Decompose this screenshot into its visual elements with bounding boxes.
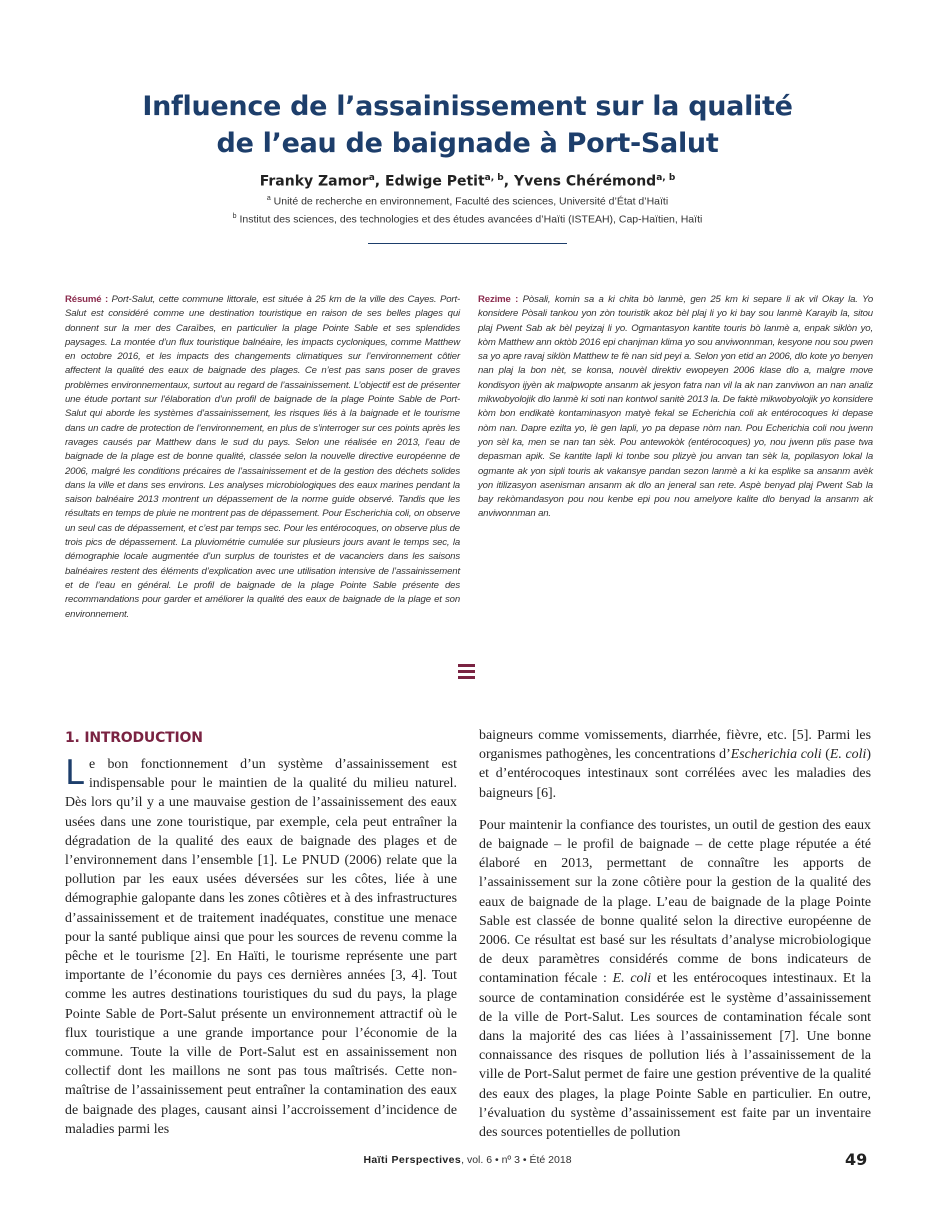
affiliation-mark: a xyxy=(266,195,271,202)
section-heading: 1. INTRODUCTION xyxy=(65,730,203,746)
abstract-text: Port-Salut, cette commune littorale, est située à 25 km de la ville des Cayes. Port-Salut est considéré comme une destination touristique en raison de ses belles plages qui donnent sur la mer des Caraïbes, en particulier la plage Pointe Sable et ses splendides paysages. La montée d’un flux touristique balnéaire, les impacts cycloniques, comme Matthew en octobre 2016, et les impacts des changements climatiques sur l’environnement côtier affectent la qualité des eaux de baignade des plages. Ce n’est pas sans poser de graves problèmes environnementaux, surtout au regard de l’assainissement. L’objectif est de présenter une étude portant sur l’élaboration d’un profil de baignade de la plage Pointe Sable de Port-Salut qui aborde les systèmes d’assainissement, les risques liés à la baignade et le tourisme dans un cadre de protection de l’environnement, en plus de s’interroger sur ces points après les ravages causés par Matthew dans le sud du pays. Selon une réalisée en 2013, l’eau de baignade de la plage est de bonne qualité, classée selon la nouvelle directive européenne de 2006, malgré les conditions précaires de l’assainissement et de la gestion des déchets solides dans la ville et dans ses environs. Les analyses microbiologiques des eaux marines pendant la saison balnéaire 2013 montrent un dépassement de la norme guide observé. Tandis que les résultats en temps de pluie ne montrent pas de dépassement. Pour Escherichia coli, on observe un seul cas de dépassement, et c’est par temps sec. Pour les entérocoques, on observe plus de trois pics de dépassement. La pluviométrie cumulée sur plusieurs jours avant le temps sec, la démographie locale augmentée d’un surplus de touristes et de vacanciers dans les saisons balnéaires restent des éléments d’explication avec une utilisation intensive de l’assainissement et de l’eau en général. Le profil de baignade de la plage Pointe Sable présente des recommandations pour garder et améliorer la qualité des eaux de baignade de la plage et son environnement. xyxy=(65,294,461,620)
paragraph-text: Pour maintenir la confiance des touristes, un outil de gestion des eaux de baignade – le profil de baignade – de cette plage réputée a été élaboré en 2013, permettant de connaître les apports de l’assainissement sur la zone côtière pour la gestion de la qualité des eaux de baignade de la plage. L’eau de baignade de la plage Pointe Sable est classée de bonne qualité selon la directive européenne de 2006. Ce résultat est basé sur les résultats d’analyse microbiologique de deux paramètres considérés comme de bons indicateurs de contamination fécale : xyxy=(479,817,871,987)
author-name: Yvens Chérémond xyxy=(513,173,657,190)
paragraph-text: et les entérocoques intestinaux. Et la source de contamination considérée est le système d’assainissement de la ville de Port-Salut. Les sources de contamination fécale sont dans la majorité des cas liées à l’assainissement [7]. Une bonne connaissance des risques de pollution liés à l’assainissement de la ville de Port-Salut permet de faire une gestion préventive de la qualité des eaux des plages, la plage Pointe Sable en particulier. En outre, l’évaluation du système d’assainissement est faite par un inventaire des sources potentielles de pollution xyxy=(479,971,872,1141)
paragraph-text: ( xyxy=(821,747,830,763)
abstract-creole xyxy=(478,293,873,522)
body-paragraph xyxy=(479,816,871,1142)
abstract-label: Rezime xyxy=(478,294,511,305)
abstract-text: Pòsali, komin sa a ki chita bò lanmè, gen 25 km ki separe li ak vil Okay la. Yo konsidere Pòsali tankou yon zòn touristik akoz bèl plaj li yo ki bay sou lanmè Karayib la, sitou plaj Pwent Sab ak bèl peyizaj li yo. Ogmantasyon kantite touris bò lanmè a, enpak siklòn yo, kòm Matthew ann oktòb 2016 epi chanjman klima yo sou anviwonnman, kesyone nou sou pwen sa yo apre ravaj siklòn Matthew te fè nan sid peyi a. Selon yon etid an 2006, dlo kote yo benyen nan plaj la bon nèt, se konsa, nouvèl direktiv ewopeyen 2006 klase dlo a, malgre move kondisyon ijyèn ak malpwopte ansanm ak jesyon fatra nan vil la ak nan zanviwon an nan analiz mikwobyolojik dlo lanmè ki soti nan kontwol sanitè 2013 la. De faktè mikwobyolojik yo konsidere kòm bon endikatè kontaminasyon matyè fekal se Echerichia coli ak entérocoques ki depase nòm nan. Dapre ezilta yo, lè gen lapli, yo pa depase nòm nan. Pou Echerichia coli nou jwenn yon sèl ka, men se nan tan sèk. Pou antewokòk (entérocoques) yo, nou jwenn plis pase twa depasman apik. Se kantite lapli ki tonbe sou plizyè jou anvan tan sèk la, popilasyon lokal la ogmante ak yon sipli touris ak vakansye pandan sezon lanmè a ki ka esplike sa ansanm avèk yon itilizasyon asenisman ansanm ak dlo an jeneral san rete. Aspè benyad plaj Pwent Sab la bay rekòmandasyon pou nou kenbe epi pou nou amelyore kalite dlo benyad la ansanm ak anviwonnman an. xyxy=(478,294,873,520)
title-divider-rule xyxy=(368,243,567,244)
dropcap-letter: L xyxy=(65,753,84,793)
body-column-right xyxy=(479,726,871,1155)
abstract-label-colon: : xyxy=(101,294,112,305)
affiliation-mark: b xyxy=(232,213,237,220)
body-paragraph xyxy=(65,755,457,1139)
species-name: E. coli xyxy=(829,747,867,763)
species-name: Escherichia coli xyxy=(730,747,822,763)
title-line-1: Influence de l’assainissement sur la qualité xyxy=(142,91,793,122)
affiliation-a xyxy=(60,195,875,208)
author-affiliation-mark: a, b xyxy=(656,173,676,183)
title-line-2: de l’eau de baignade à Port-Salut xyxy=(216,128,719,159)
species-name: E. coli xyxy=(612,971,652,987)
affiliation-b xyxy=(60,213,875,226)
abstract-french xyxy=(65,293,460,622)
author-name: Franky Zamor xyxy=(259,173,369,190)
journal-name: Haïti Perspectives xyxy=(363,1154,462,1166)
paragraph-text: e bon fonctionnement d’un système d’assainissement est indispensable pour le maintien de la qualité du milieu naturel. Dès lors qu’il y a une mauvaise gestion de l’assainissement des eaux usées dans une zone touristique, par exemple, cela peut entraîner la dégradation de la qualité des eaux de baignade des plages et de l’environnement dans l’ensemble [1]. Le PNUD (2006) relate que la pollution par les eaux usées déversées sur les côtes, liée à une démographie galopante dans les zones côtières et à des infrastructures d’assainissement et de traitement inadéquates, constitue une menace pour la santé publique ainsi que pour les sources de revenu comme la pêche et le tourisme [2]. En Haïti, le tourisme représente une part importante de l’économie du pays ces dernières années [3, 4]. Tout comme les autres destinations touristiques du sud du pays, la plage Pointe Sable de Port-Salut présente un environnement attractif où le flux touristique a une grande importance pour l’économie de la commune. Toute la ville de Port-Salut est en assainissement non collectif dont les maillons ne sont pas tous maîtrisés. Cette non-maîtrise de l’assainissement peut entraîner la contamination des eaux de baignade des plages, causant ainsi l’accroissement d’incidence de maladies parmi les xyxy=(65,757,457,1137)
article-title xyxy=(60,88,875,162)
issue-info: , vol. 6 • nº 3 • Été 2018 xyxy=(461,1154,572,1166)
author-affiliation-mark: a xyxy=(368,173,375,183)
page-number: 49 xyxy=(845,1150,868,1169)
author-name: Edwige Petit xyxy=(385,173,485,190)
paragraph-text: ) et d’entérocoques intestinaux sont corrélées avec les maladies des baigneurs [6]. xyxy=(479,747,871,801)
abstract-label-colon: : xyxy=(510,294,523,305)
affiliation-text: Institut des sciences, des technologies et des études avancées d’Haïti (ISTEAH), Cap-Haïtien, Haïti xyxy=(239,213,703,226)
abstract-label: Résumé xyxy=(65,294,102,305)
body-paragraph xyxy=(479,726,871,803)
affiliation-text: Unité de recherche en environnement, Faculté des sciences, Université d’État d’Haïti xyxy=(273,195,669,208)
paragraph-text: baigneurs comme vomissements, diarrhée, fièvre, etc. [5]. Parmi les organismes pathogènes, les concentrations d’ xyxy=(479,728,871,763)
three-bar-divider-icon xyxy=(458,664,475,679)
page-footer xyxy=(0,1154,935,1166)
author-affiliation-mark: a, b xyxy=(484,173,504,183)
author-list: Franky Zamor$^a$, Edwige Petit$^{a, b}$, Yvens Chérémond$^{a, b}$ xyxy=(259,173,676,190)
body-column-left xyxy=(65,755,457,1152)
